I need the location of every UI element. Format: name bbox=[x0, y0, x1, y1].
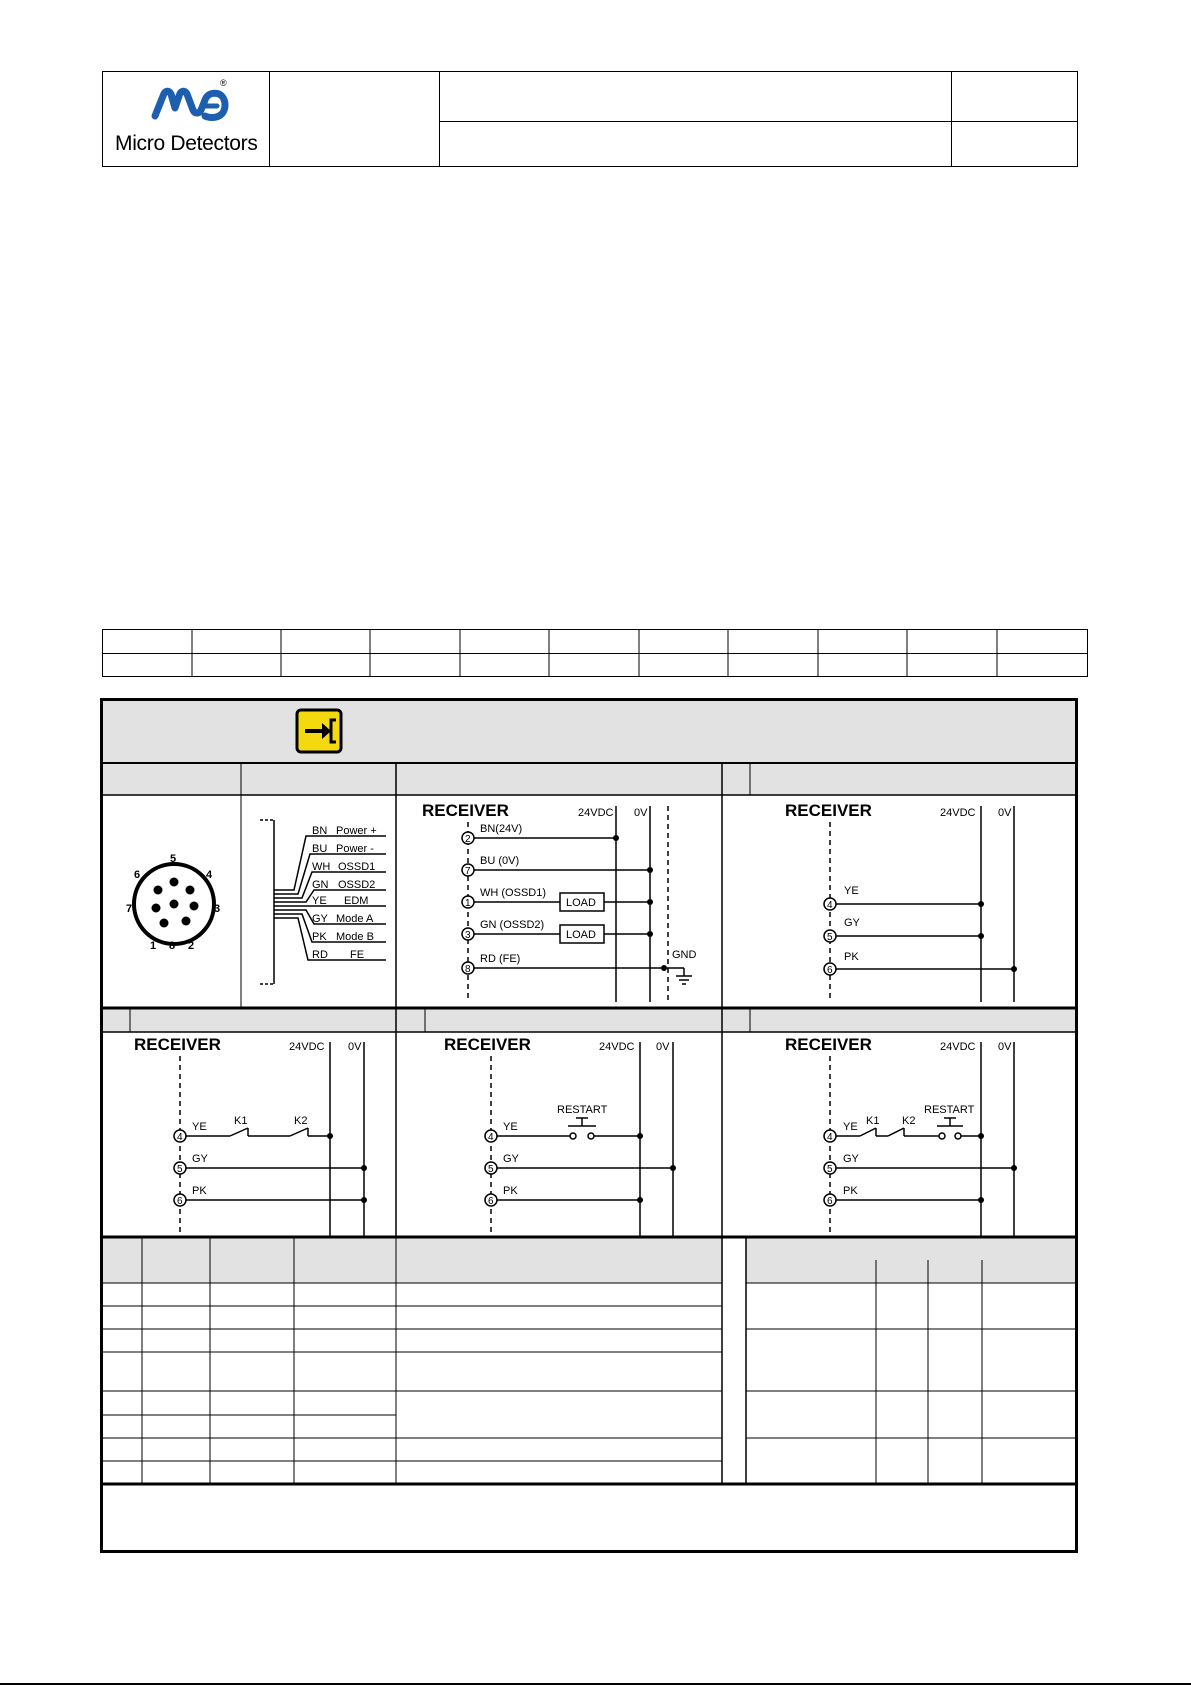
v24-label: 24VDC bbox=[940, 1041, 976, 1053]
pin-1-num: 1 bbox=[465, 898, 471, 909]
wire-bn-color: BN bbox=[312, 825, 328, 837]
k2-label: K2 bbox=[294, 1115, 308, 1127]
header-cell-rev-bottom bbox=[951, 121, 1078, 167]
pin-5-num: 5 bbox=[827, 1164, 833, 1175]
pin-6-num: 6 bbox=[177, 1196, 183, 1207]
gy-label: GY bbox=[503, 1153, 519, 1165]
v24-label: 24VDC bbox=[599, 1041, 635, 1053]
header-cell-title-bottom bbox=[439, 121, 952, 167]
pin-2-num: 2 bbox=[465, 834, 471, 845]
receiver-title: RECEIVER bbox=[134, 1035, 221, 1054]
pk-label: PK bbox=[844, 951, 859, 963]
pin-5-num: 5 bbox=[488, 1164, 494, 1175]
k1-label: K1 bbox=[234, 1115, 248, 1127]
wire-ye-color: YE bbox=[312, 895, 327, 907]
pin-5-label: 5 bbox=[170, 853, 177, 865]
registered-mark: ® bbox=[220, 78, 227, 88]
wire-rd-func: FE bbox=[350, 949, 365, 961]
wire-pk-func: Mode B bbox=[336, 931, 374, 943]
pin-5-num: 5 bbox=[177, 1164, 183, 1175]
wh-label: WH (OSSD1) bbox=[480, 887, 546, 899]
pin-4-num: 4 bbox=[488, 1132, 494, 1143]
connector-pinout bbox=[120, 848, 230, 958]
ye-label: YE bbox=[844, 885, 859, 897]
v24-label: 24VDC bbox=[289, 1041, 325, 1053]
header-cell-title-top bbox=[439, 71, 952, 122]
pin-7-label: 7 bbox=[126, 903, 133, 915]
pin-4-num: 4 bbox=[827, 900, 833, 911]
revision-table bbox=[102, 629, 1088, 677]
gy-label: GY bbox=[844, 917, 860, 929]
wire-rd-color: RD bbox=[312, 949, 328, 961]
v24-label: 24VDC bbox=[578, 807, 614, 819]
v0-label: 0V bbox=[998, 807, 1012, 819]
k1-label: K1 bbox=[866, 1115, 880, 1127]
wire-wh-func: OSSD1 bbox=[338, 861, 376, 873]
main-wiring-diagram bbox=[398, 796, 720, 1002]
ye-label: YE bbox=[192, 1121, 207, 1133]
v0-label: 0V bbox=[998, 1041, 1012, 1053]
mode-diagram-edm bbox=[102, 1032, 396, 1236]
header-logo-cell bbox=[102, 71, 270, 167]
pin-3-num: 3 bbox=[465, 930, 471, 941]
gnd-label: GND bbox=[672, 949, 697, 961]
k2-label: K2 bbox=[902, 1115, 916, 1127]
gn-label: GN (OSSD2) bbox=[480, 919, 545, 931]
load-2-label: LOAD bbox=[566, 929, 596, 941]
ye-label: YE bbox=[843, 1121, 858, 1133]
pin-4-num: 4 bbox=[827, 1132, 833, 1143]
receiver-title: RECEIVER bbox=[444, 1035, 531, 1054]
mode-diagram-edm-restart bbox=[722, 1032, 1078, 1236]
rd-label: RD (FE) bbox=[480, 953, 521, 965]
wire-bu-color: BU bbox=[312, 843, 328, 855]
pin-6-num: 6 bbox=[488, 1196, 494, 1207]
v24-label: 24VDC bbox=[940, 807, 976, 819]
load-1-label: LOAD bbox=[566, 897, 596, 909]
pin-8-num: 8 bbox=[465, 964, 471, 975]
wire-gy-func: Mode A bbox=[336, 913, 374, 925]
interface-icon bbox=[297, 710, 341, 752]
pin-7-num: 7 bbox=[465, 866, 471, 877]
v0-label: 0V bbox=[634, 807, 648, 819]
micro-detectors-logo-icon bbox=[149, 84, 229, 126]
header-cell-rev-top bbox=[951, 71, 1078, 122]
pin-1-label: 1 bbox=[150, 940, 157, 952]
pk-label: PK bbox=[192, 1185, 207, 1197]
pk-label: PK bbox=[843, 1185, 858, 1197]
brand-name: Micro Detectors bbox=[115, 132, 258, 155]
pin-4-label: 4 bbox=[206, 869, 213, 881]
header-cell-2 bbox=[269, 71, 440, 167]
wire-bn-func: Power + bbox=[336, 825, 377, 837]
pin-4-num: 4 bbox=[177, 1132, 183, 1143]
pin-5-num: 5 bbox=[827, 932, 833, 943]
restart-label: RESTART bbox=[924, 1104, 975, 1116]
pin-3-label: 3 bbox=[214, 903, 221, 915]
mode-diagram-plain bbox=[722, 796, 1078, 1002]
wire-bu-func: Power - bbox=[336, 843, 374, 855]
receiver-title: RECEIVER bbox=[785, 801, 872, 820]
gy-label: GY bbox=[843, 1153, 859, 1165]
bn-label: BN(24V) bbox=[480, 823, 523, 835]
pk-label: PK bbox=[503, 1185, 518, 1197]
gy-label: GY bbox=[192, 1153, 208, 1165]
wire-gn-color: GN bbox=[312, 879, 329, 891]
wire-gy-color: GY bbox=[312, 913, 328, 925]
pin-6-label: 6 bbox=[134, 869, 141, 881]
pin-2-label: 2 bbox=[188, 940, 195, 952]
bu-label: BU (0V) bbox=[480, 855, 520, 867]
pin-6-num: 6 bbox=[827, 965, 833, 976]
mode-diagram-restart bbox=[398, 1032, 720, 1236]
receiver-title: RECEIVER bbox=[785, 1035, 872, 1054]
wire-gn-func: OSSD2 bbox=[338, 879, 376, 891]
wire-pk-color: PK bbox=[312, 931, 327, 943]
ye-label: YE bbox=[503, 1121, 518, 1133]
v0-label: 0V bbox=[348, 1041, 362, 1053]
cable-wiring bbox=[250, 812, 390, 992]
v0-label: 0V bbox=[656, 1041, 670, 1053]
pin-8-label: 8 bbox=[169, 940, 176, 952]
pin-6-num: 6 bbox=[827, 1196, 833, 1207]
restart-label: RESTART bbox=[557, 1104, 608, 1116]
receiver-title: RECEIVER bbox=[422, 801, 509, 820]
wire-ye-func: EDM bbox=[344, 895, 369, 907]
wire-wh-color: WH bbox=[312, 861, 331, 873]
